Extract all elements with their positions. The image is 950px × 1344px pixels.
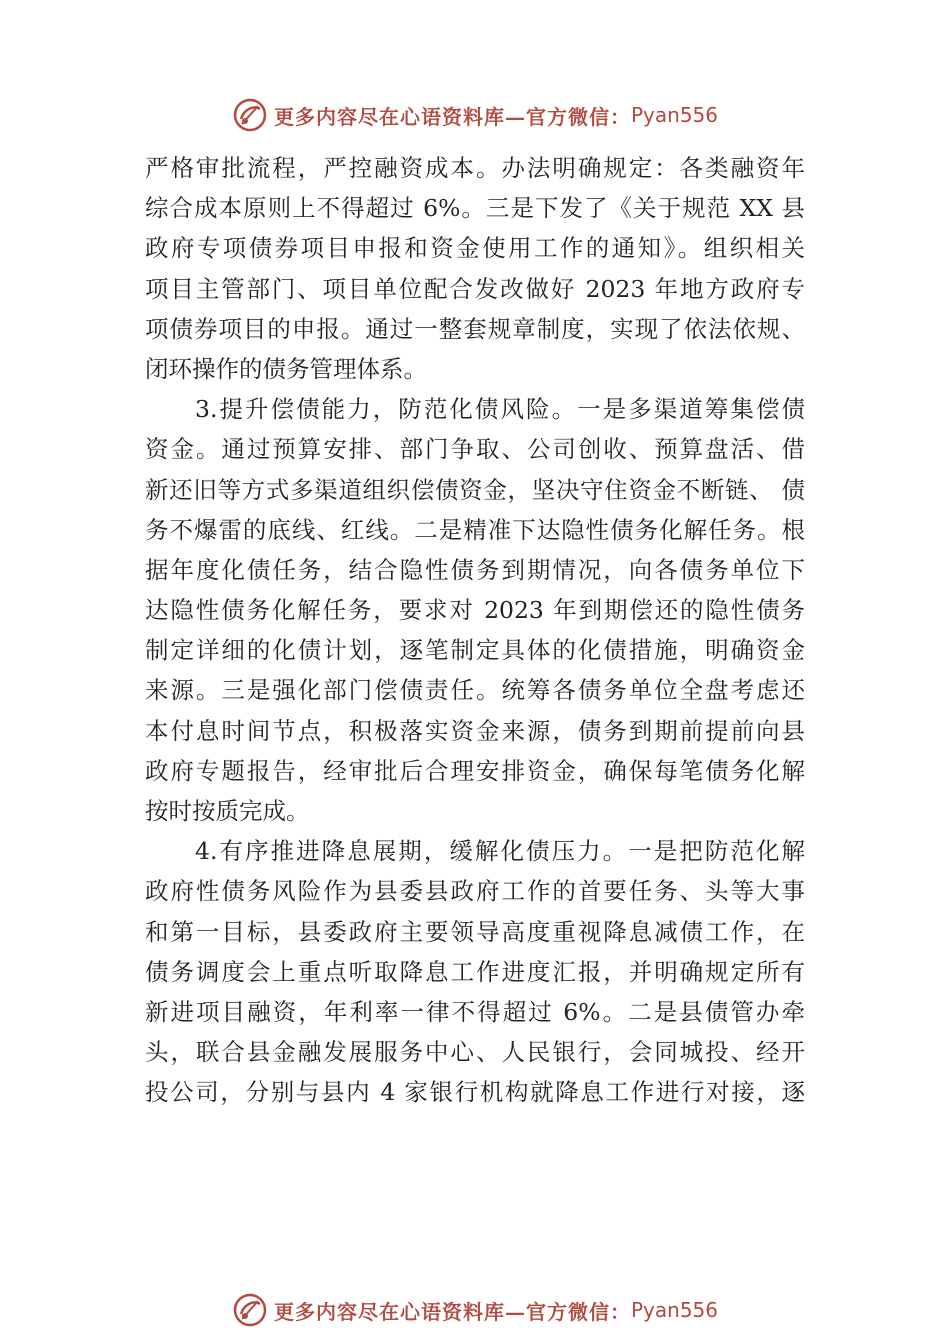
text-line: 政府性债务风险作为县委县政府工作的首要任务、头等大事	[145, 877, 805, 906]
text-line: 政府专项债券项目申报和资金使用工作的通知》。组织相关	[145, 234, 805, 263]
watermark-wechat-id: Pyan556	[630, 1298, 718, 1322]
text-line: 新进项目融资，年利率一律不得超过 6%。二是县债管办牵	[145, 997, 805, 1026]
text-line: 政府专题报告，经审批后合理安排资金，确保每笔债务化解	[145, 756, 805, 785]
watermark-wechat-id: Pyan556	[630, 103, 718, 127]
text-line: 制定详细的化债计划，逐笔制定具体的化债措施，明确资金	[145, 636, 805, 665]
text-line: 来源。三是强化部门偿债责任。统筹各债务单位全盘考虑还	[145, 676, 805, 705]
text-line: 本付息时间节点，积极落实资金来源，债务到期前提前向县	[145, 716, 805, 745]
footer-watermark	[0, 1290, 950, 1330]
watermark-text: 更多内容尽在心语资料库—官方微信：	[273, 1299, 631, 1324]
text-line: 资金。通过预算安排、部门争取、公司创收、预算盘活、借	[145, 435, 805, 464]
text-line: 据年度化债任务，结合隐性债务到期情况，向各债务单位下	[145, 555, 805, 584]
brand-logo-icon	[232, 97, 268, 133]
text-line: 新还旧等方式多渠道组织偿债资金，坚决守住资金不断链、 债	[145, 475, 805, 504]
text-line: 投公司，分别与县内 4 家银行机构就降息工作进行对接，逐	[145, 1078, 805, 1107]
body-text	[145, 148, 805, 1113]
text-line: 务不爆雷的底线、红线。二是精准下达隐性债务化解任务。根	[145, 515, 805, 544]
brand-logo-icon	[232, 1292, 268, 1328]
text-line: 和第一目标，县委政府主要领导高度重视降息减债工作，在	[145, 917, 805, 946]
watermark-text: 更多内容尽在心语资料库—官方微信：	[273, 104, 631, 129]
paragraph-heading-3: 3.提升偿债能力，防范化债风险。一是多渠道筹集偿债	[195, 395, 805, 424]
header-watermark	[0, 95, 950, 135]
text-line: 闭环操作的债务管理体系。	[145, 354, 427, 383]
text-line: 严格审批流程，严控融资成本。办法明确规定：各类融资年	[145, 154, 805, 182]
text-line: 债务调度会上重点听取降息工作进度汇报，并明确规定所有	[145, 957, 805, 986]
text-line: 项债券项目的申报。通过一整套规章制度，实现了依法依规、	[145, 314, 805, 343]
text-line: 综合成本原则上不得超过 6%。三是下发了《关于规范 XX 县	[145, 194, 805, 223]
text-line: 按时按质完成。	[145, 797, 310, 825]
text-line: 达隐性债务化解任务，要求对 2023 年到期偿还的隐性债务	[145, 596, 805, 625]
text-line: 头，联合县金融发展服务中心、人民银行，会同城投、经开	[145, 1038, 805, 1067]
text-line: 项目主管部门、项目单位配合发改做好 2023 年地方政府专	[145, 274, 805, 303]
paragraph-heading-4: 4.有序推进降息展期，缓解化债压力。一是把防范化解	[195, 837, 805, 866]
